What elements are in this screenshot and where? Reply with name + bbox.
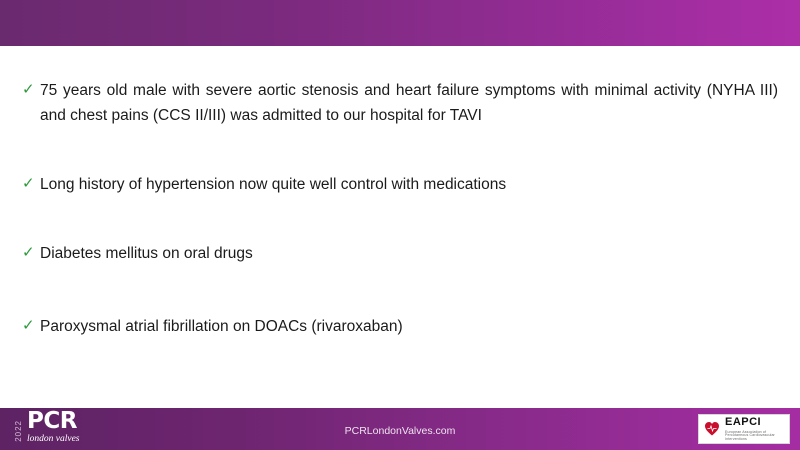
heart-icon: [704, 421, 720, 437]
partner-name: EAPCI: [725, 415, 762, 428]
partner-text: [725, 417, 789, 442]
bullet-list: [22, 60, 778, 400]
check-icon: ✓: [22, 317, 35, 335]
partner-logo: [698, 414, 790, 444]
list-item: [22, 172, 778, 197]
footer-bar: [0, 408, 800, 450]
partner-tagline: European Association of Percutaneous Cardiovascular Interventions: [725, 429, 775, 441]
brand-subtitle: london valves: [27, 433, 80, 444]
check-icon: ✓: [22, 244, 35, 262]
list-item-text: Diabetes mellitus on oral drugs: [40, 245, 253, 263]
brand-name: PCR: [27, 407, 77, 434]
list-item: [22, 314, 778, 339]
list-item: [22, 78, 778, 128]
list-item-text: Paroxysmal atrial fibrillation on DOACs (rivaroxaban): [40, 318, 403, 336]
check-icon: ✓: [22, 81, 35, 98]
list-item: [22, 241, 778, 266]
top-decorative-band: [0, 0, 800, 46]
footer-website: PCRLondonValves.com: [344, 425, 456, 437]
list-item-text: Long history of hypertension now quite well control with medications: [40, 176, 507, 194]
year-label: 2022: [14, 420, 23, 442]
check-icon: ✓: [22, 175, 35, 193]
list-item-text: 75 years old male with severe aortic stenosis and heart failure symptoms with minimal activity (NYHA III) and chest pains (CCS II/III) was admitted to our hospital for TAVI: [40, 82, 778, 125]
